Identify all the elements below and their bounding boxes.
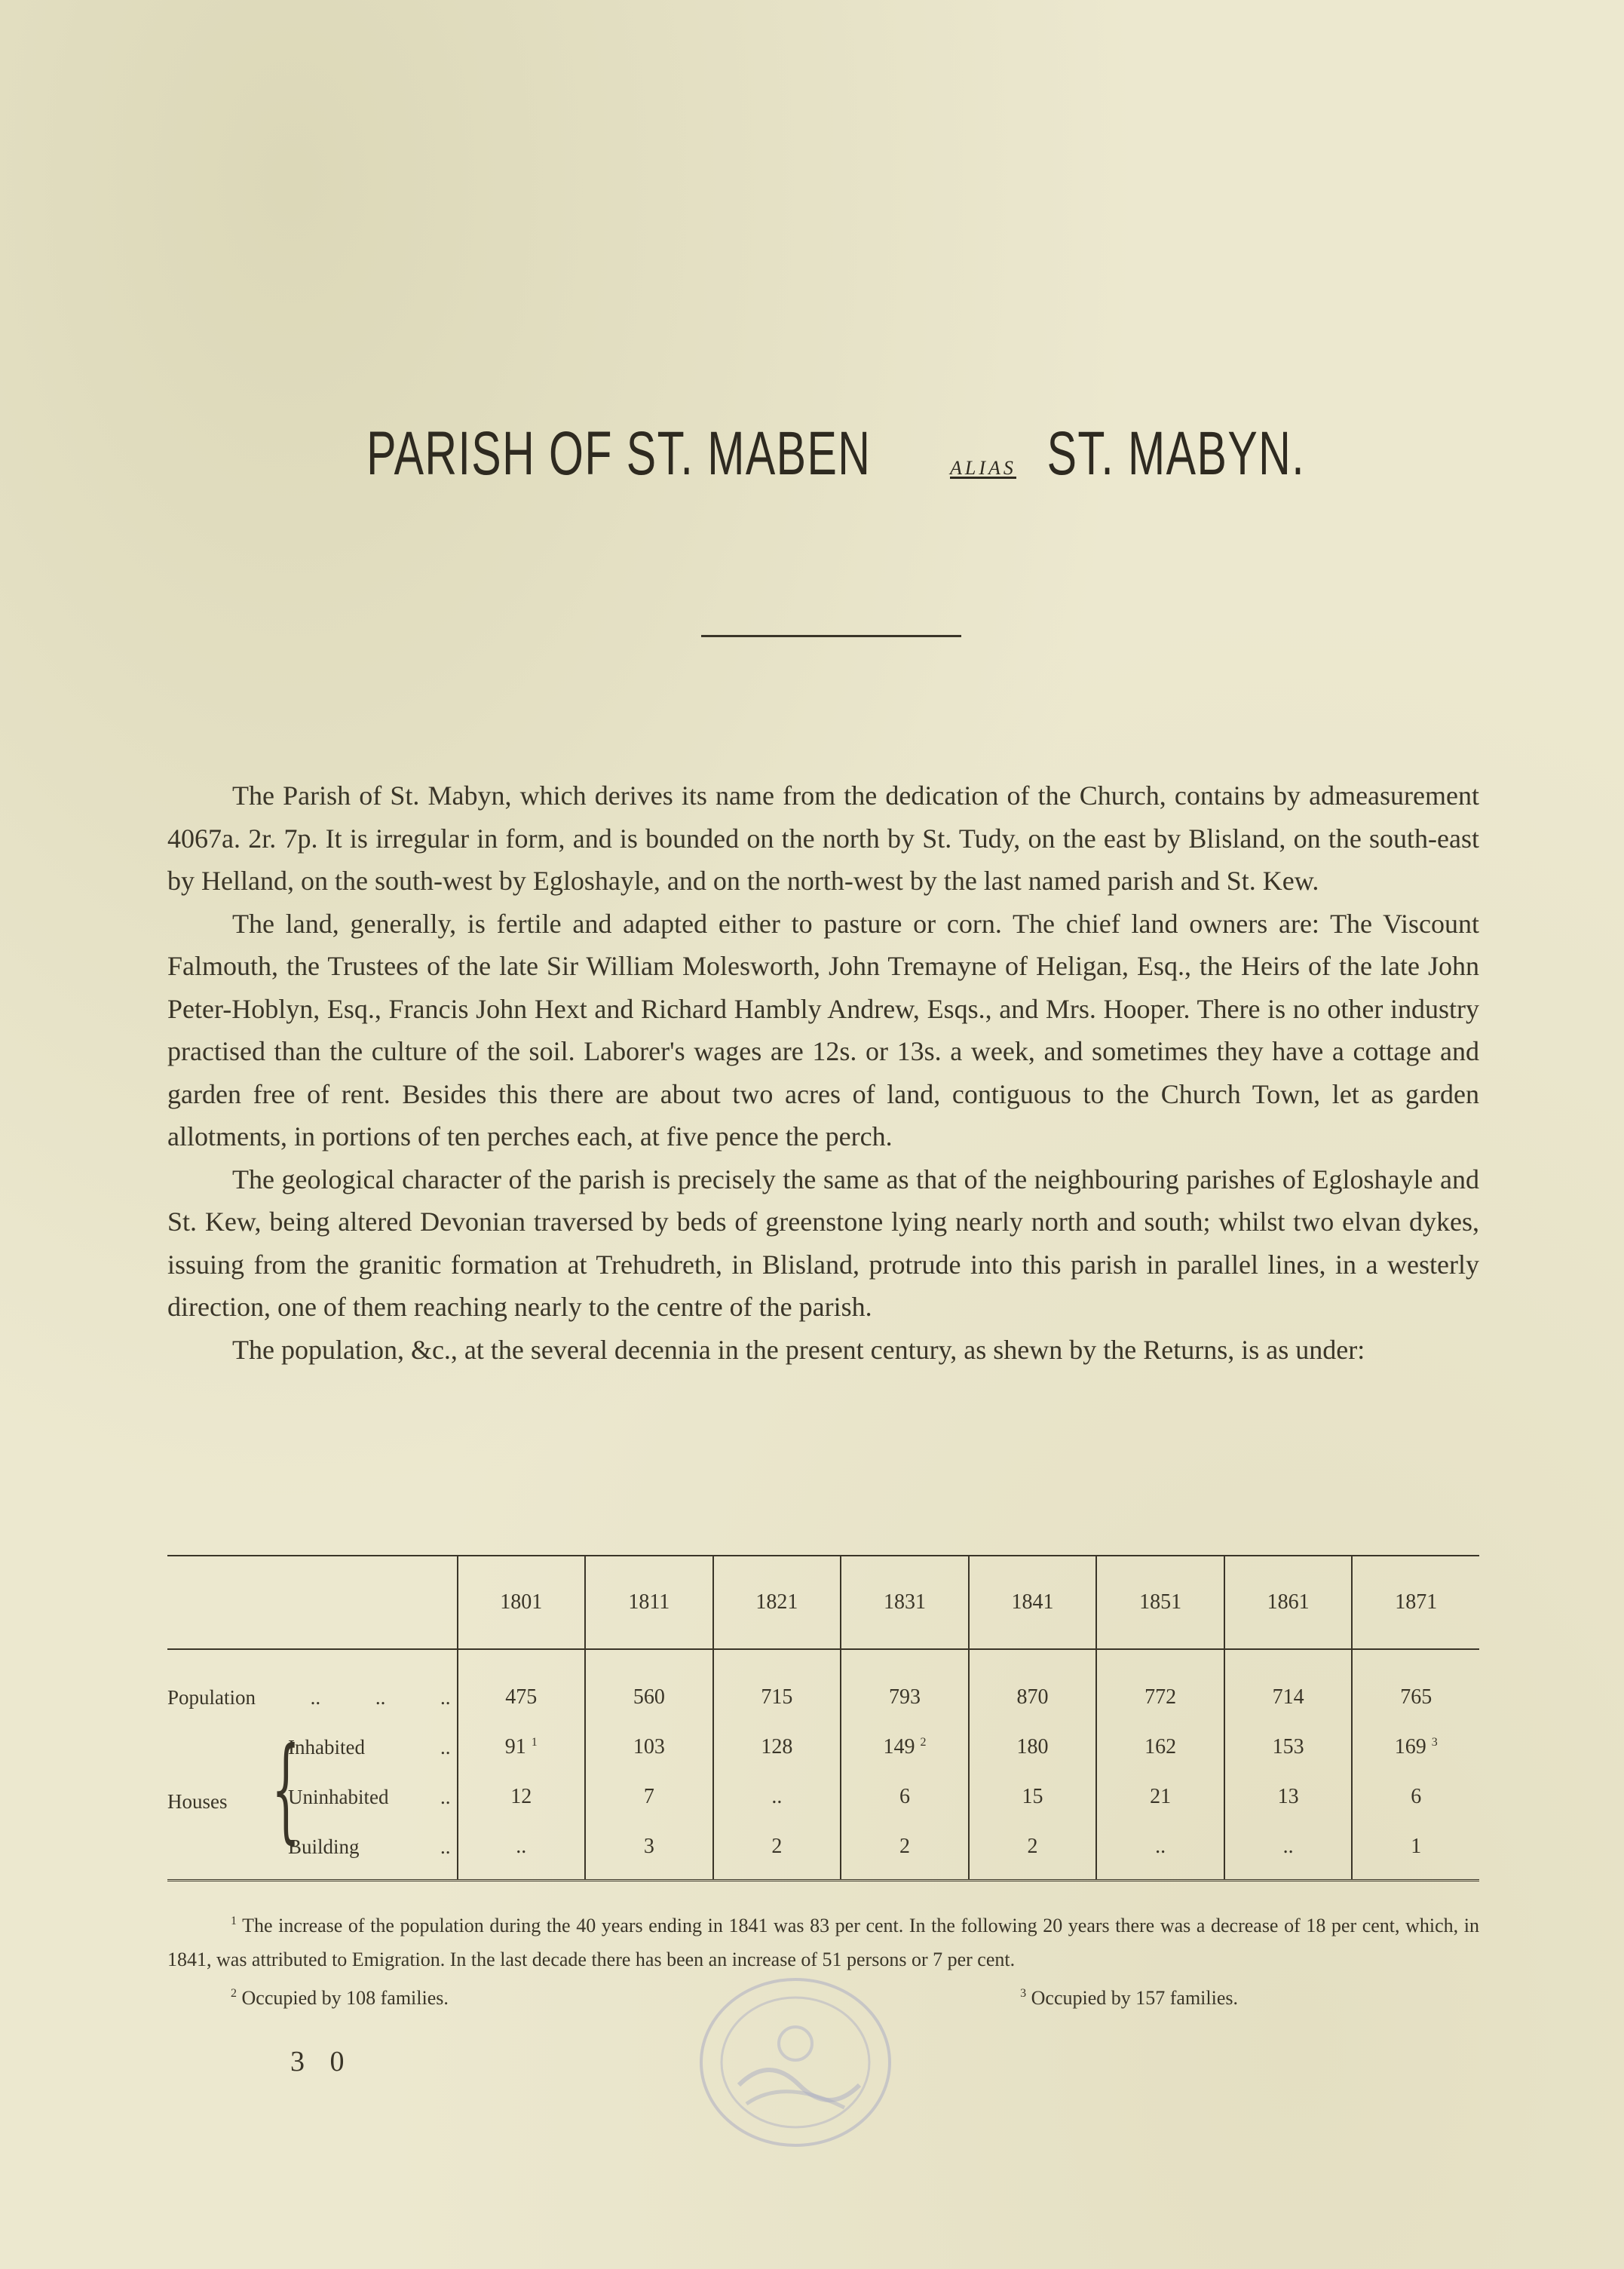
year-header: 1831	[841, 1556, 969, 1649]
paragraph: The population, &c., at the several decennia in the present century, as shewn by the Returns, is as under:	[232, 1334, 1365, 1365]
population-table	[167, 1556, 1479, 1879]
table-cell: 180	[969, 1722, 1097, 1772]
table-header-row	[167, 1556, 1479, 1649]
table-cell: 1	[1352, 1822, 1479, 1879]
houses-label: Houses	[167, 1790, 228, 1813]
table-cell: 169 $^3$	[1352, 1722, 1479, 1772]
year-header: 1821	[713, 1556, 841, 1649]
brace-glyph: {	[271, 1724, 301, 1855]
paragraph: The geological character of the parish is precisely the same as that of the neighbouring parishes of Egloshayle and St. Kew, being altered Devonian traversed by beds of greenstone lying nearly north and south; whilst two elvan dykes, issuing from the granitic formation at Trehudreth, in Blisland, protrude into this parish in parallel lines, in a westerly direction, one of them reaching nearly to the centre of the parish.	[167, 1164, 1479, 1322]
table-cell: 149 $^2$	[841, 1722, 969, 1772]
footnote-ref: 3	[1431, 1736, 1438, 1749]
title-alias: ALIAS	[949, 457, 1016, 479]
table-cell: 103	[585, 1722, 713, 1772]
paragraph: The land, generally, is fertile and adapted either to pasture or corn. The chief land owners are: The Viscount Falmouth, the Trustees of the late Sir William Molesworth, John Tremayne of Heligan, Esq., the Heirs of the late John Peter-Hoblyn, Esq., Francis John Hext and Richard Hambly Andrew, Esqs., and Mrs. Hooper. There is no other industry practised than the culture of the soil. Laborer's wages are 12s. or 13s. a week, and sometimes they have a cottage and garden free of rent. Besides this there are about two acres of land, contiguous to the Church Town, let as garden allotments, in portions of ten perches each, at five pence the perch.	[167, 908, 1479, 1151]
population-table-container	[167, 1555, 1479, 1881]
row-label: Inhabited ..	[288, 1735, 451, 1758]
table-cell: 714	[1224, 1673, 1353, 1722]
table-cell: 3	[585, 1822, 713, 1879]
table-cell: 15	[969, 1772, 1097, 1822]
table-cell: 12	[458, 1772, 586, 1822]
year-header: 1851	[1096, 1556, 1224, 1649]
table-cell: 6	[1352, 1772, 1479, 1822]
row-label: Population .. .. ..	[167, 1685, 451, 1709]
table-cell: 2	[713, 1822, 841, 1879]
table-cell: 91 $^1$	[458, 1722, 586, 1772]
footnote-3: $^3$ Occupied by 157 families.	[1020, 1987, 1238, 2009]
table-cell: 475	[458, 1673, 586, 1722]
table-corner	[167, 1556, 458, 1649]
footnote-ref: 1	[531, 1736, 538, 1749]
year-header: 1801	[458, 1556, 586, 1649]
row-label: Houses { Uninhabited ..	[167, 1724, 451, 1855]
table-row-building	[167, 1822, 1479, 1879]
table-cell: 870	[969, 1673, 1097, 1722]
body-text	[167, 774, 1479, 1371]
title-divider	[701, 635, 961, 637]
table-bottom-rule	[167, 1879, 1479, 1881]
row-label: Building ..	[288, 1835, 451, 1858]
table-cell: 7	[585, 1772, 713, 1822]
title-left: PARISH OF ST. MABEN	[366, 419, 872, 488]
table-cell: 793	[841, 1673, 969, 1722]
table-cell: 765	[1352, 1673, 1479, 1722]
year-header: 1871	[1352, 1556, 1479, 1649]
table-cell: ..	[713, 1772, 841, 1822]
page-title	[0, 419, 1624, 489]
table-cell: 162	[1096, 1722, 1224, 1772]
table-cell: 560	[585, 1673, 713, 1722]
title-right: ST. MABYN.	[1046, 419, 1305, 488]
table-cell: 772	[1096, 1673, 1224, 1722]
table-cell: 13	[1224, 1772, 1353, 1822]
table-row-uninhabited	[167, 1772, 1479, 1822]
paragraph: The Parish of St. Mabyn, which derives its name from the dedication of the Church, contains by admeasurement 4067a. 2r. 7p. It is irregular in form, and is bounded on the north by St. Tudy, on the east by Blisland, on the south-east by Helland, on the south-west by Egloshayle, and on the north-west by the last named parish and St. Kew.	[167, 780, 1479, 896]
table-row-population	[167, 1673, 1479, 1722]
table-cell: 128	[713, 1722, 841, 1772]
year-header: 1811	[585, 1556, 713, 1649]
table-cell: 21	[1096, 1772, 1224, 1822]
footnote-1: $^1$ The increase of the population during the 40 years ending in 1841 was 83 per cent. In the following 20 years there was a decrease of 18 per cent, which, in 1841, was attributed to Emigration. In the last decade there has been an increase of 51 persons or 7 per cent.	[167, 1915, 1479, 1970]
table-cell: ..	[1224, 1822, 1353, 1879]
table-cell: 2	[841, 1822, 969, 1879]
library-stamp-icon	[694, 1972, 897, 2153]
year-header: 1861	[1224, 1556, 1353, 1649]
table-row-inhabited	[167, 1722, 1479, 1772]
footnote-2: $^2$ Occupied by 108 families.	[231, 1987, 449, 2009]
page-number: 3 0	[290, 2046, 354, 2077]
table-cell: 715	[713, 1673, 841, 1722]
footnote-ref: 2	[920, 1736, 927, 1749]
table-cell: ..	[458, 1822, 586, 1879]
table-cell: 2	[969, 1822, 1097, 1879]
table-cell: 6	[841, 1772, 969, 1822]
table-cell: ..	[1096, 1822, 1224, 1879]
year-header: 1841	[969, 1556, 1097, 1649]
table-cell: 153	[1224, 1722, 1353, 1772]
